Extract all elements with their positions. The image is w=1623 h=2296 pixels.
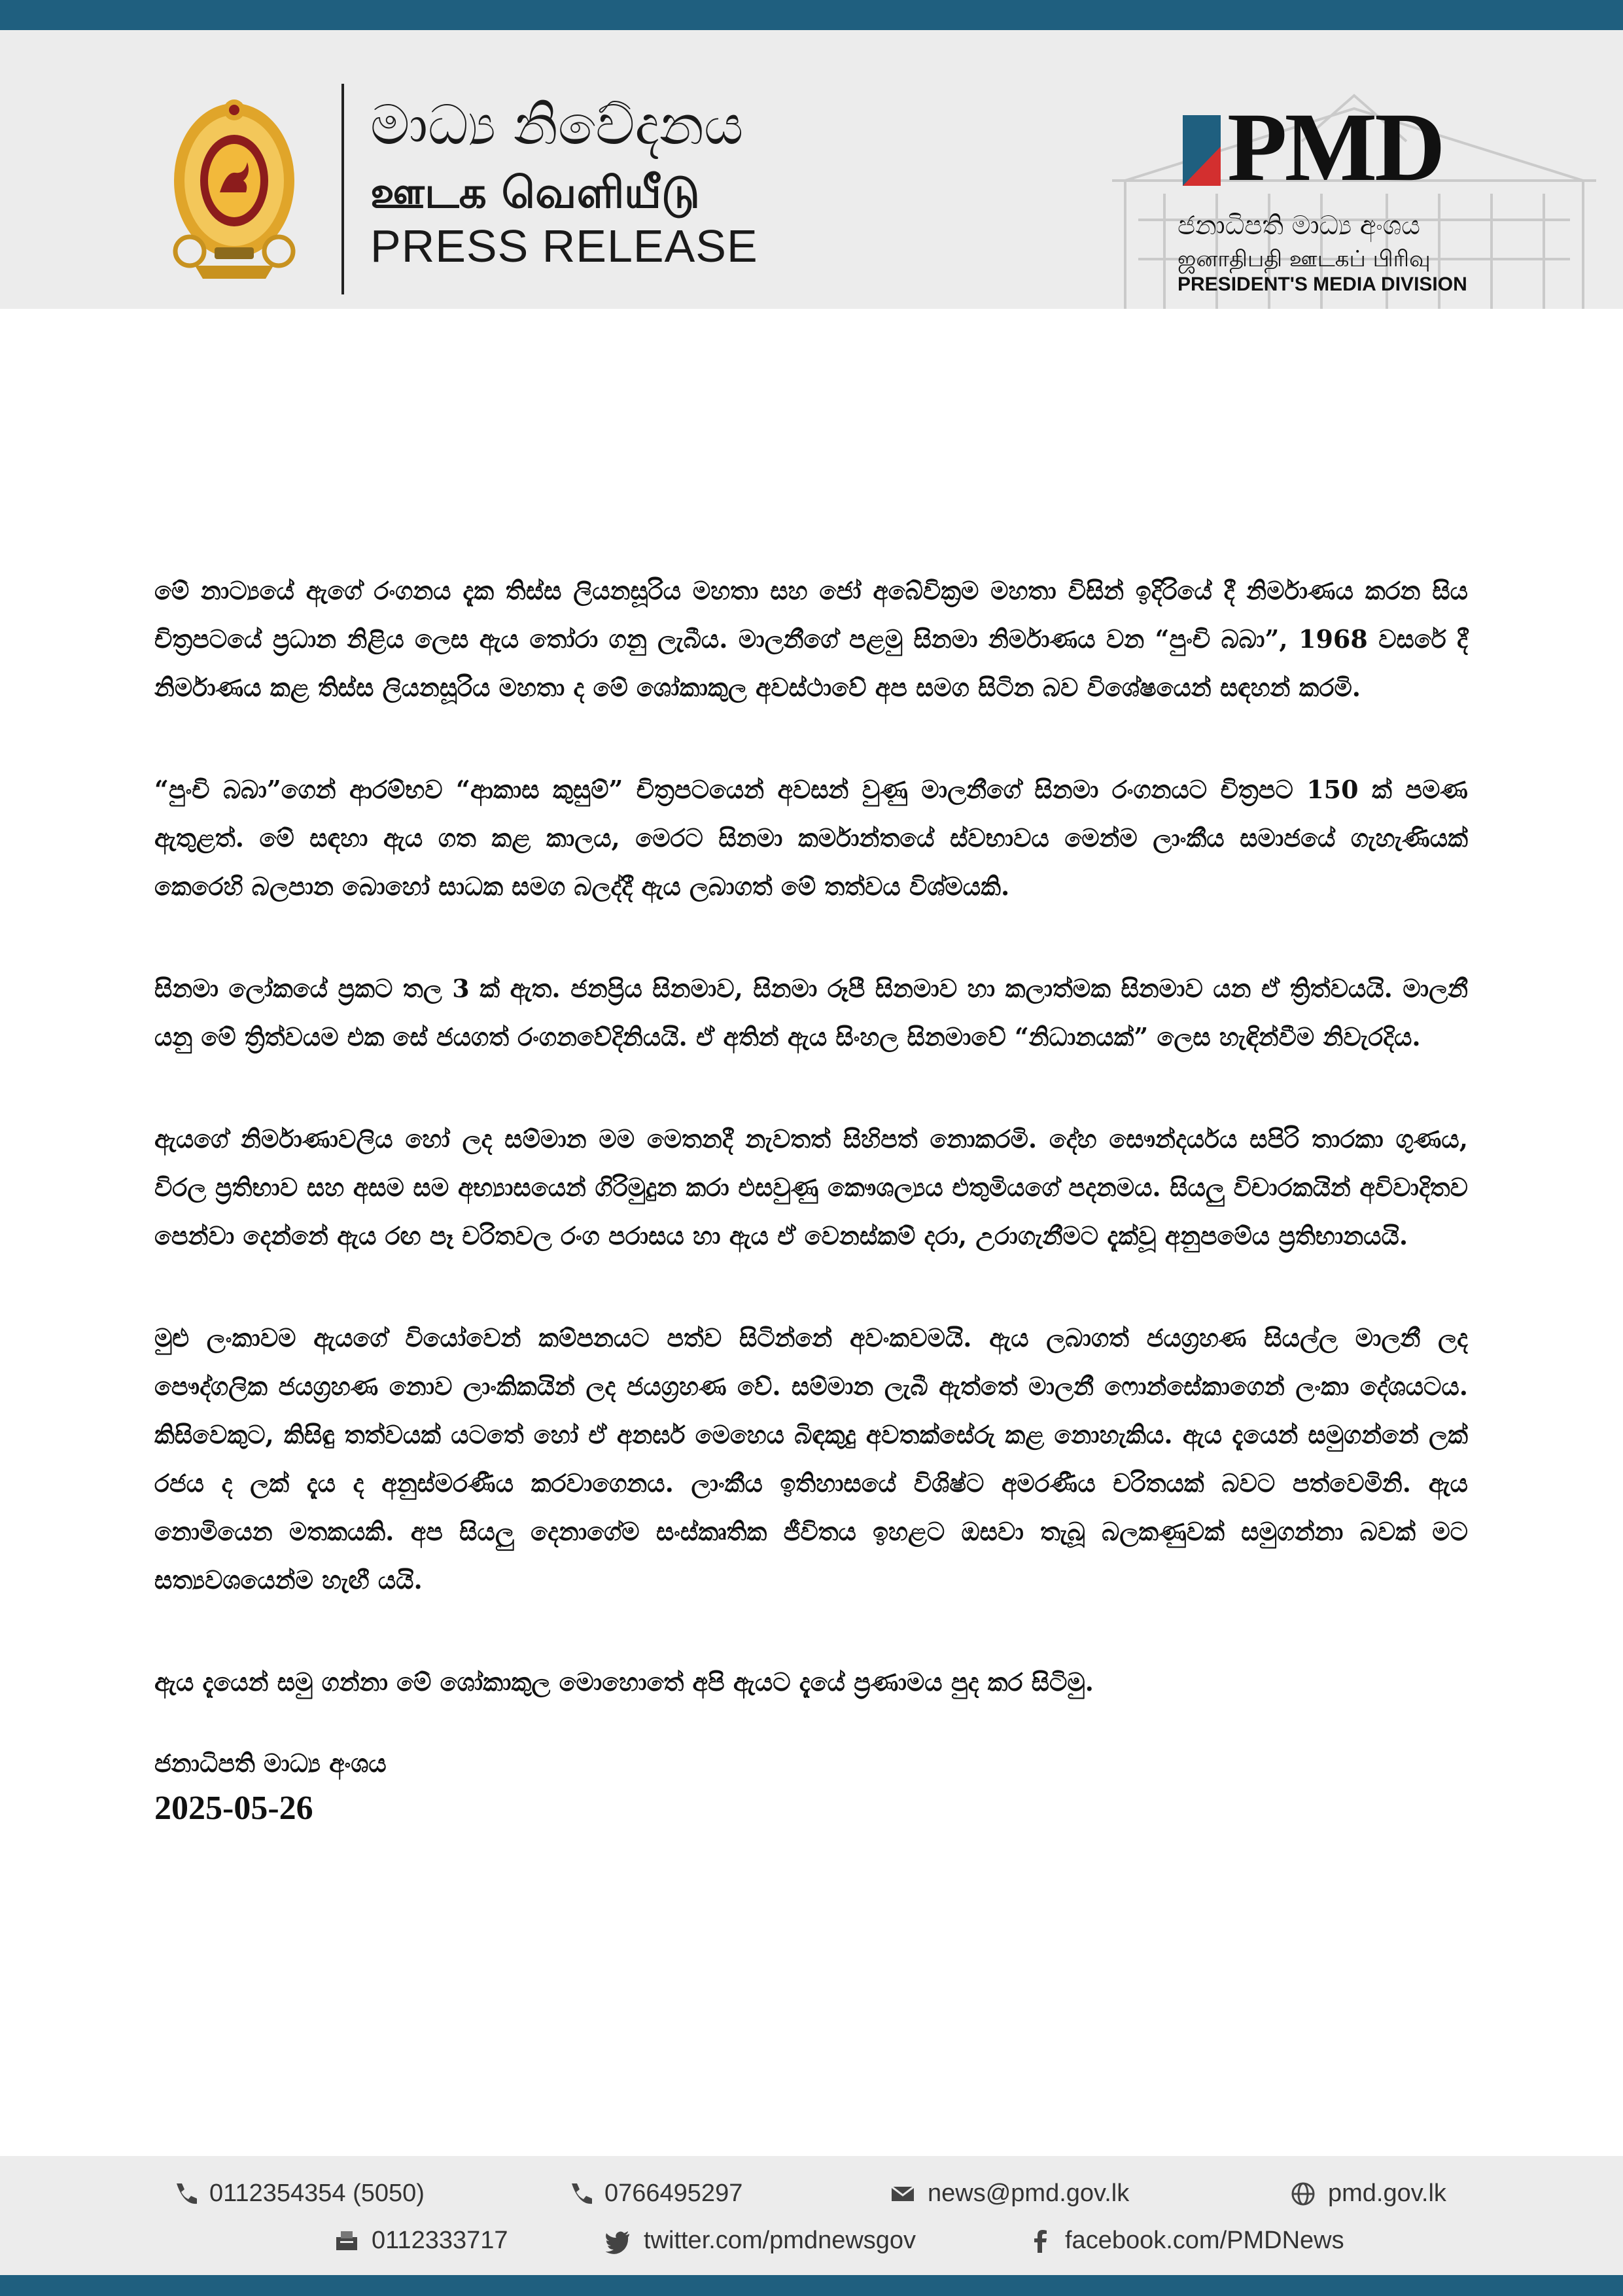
twitter-handle: twitter.com/pmdnewsgov: [644, 2227, 916, 2254]
phone-number: 0112354354 (5050): [209, 2180, 425, 2207]
pmd-wordmark: PMD: [1227, 93, 1443, 202]
pmd-logo-mark-icon: [1183, 115, 1221, 186]
contact-facebook[interactable]: [1027, 2227, 1344, 2255]
paragraph: සිනමා ලෝකයේ ප්‍රකට තල 3 ක් ඇත. ජනප්‍රිය සිනමාව, සිනමා රූපී සිනමාව හා කලාත්මක සිනමාව යන ඒ ත්‍රිත්වයයි. මාලනී යනු මේ ත්‍රිත්වයම එක සේ ජයගත් රංගනවේදිනියයි. ඒ අතින් ඇය සිංහල සිනමාවේ “නිධානයක්” ලෙස හැඳින්වීම නිවැරදිය.: [154, 974, 1468, 1051]
contact-fax[interactable]: [334, 2227, 508, 2255]
division-tamil: ஜனாதிபதி ஊடகப் பிரிவு: [1178, 246, 1431, 272]
header-divider: [341, 84, 344, 294]
division-english: PRESIDENT'S MEDIA DIVISION: [1178, 274, 1467, 295]
contact-phone[interactable]: [171, 2180, 425, 2208]
contact-email[interactable]: [890, 2180, 1129, 2208]
twitter-icon: [606, 2228, 632, 2254]
signoff: ජනාධිපති මාධ්‍ය අංශය: [154, 1748, 387, 1778]
globe-icon: [1290, 2181, 1316, 2207]
fax-number: 0112333717: [372, 2227, 508, 2254]
release-date: 2025-05-26: [154, 1790, 313, 1827]
facebook-icon: [1027, 2228, 1053, 2254]
envelope-icon: [890, 2181, 916, 2207]
paragraph: ඇයගේ නිර්මාණාවලිය හෝ ලද සම්මාන මම මෙතනදී නැවතත් සිහිපත් නොකරමි. දේහ සෞන්දර්යය සපිරි තාරකා ගුණය, විරල ප්‍රතිභාව සහ අසම සම අභ්‍යාසයෙන් ගිරිමුදුන කරා එසවුණු කෞශල්‍යය එතුමියගේ පදනමය. සියලු විචාරකයින් අවිවාදිතව පෙන්වා දෙන්නේ ඇය රඟ පෑ චරිතවල රංග පරාසය හා ඇය ඒ වෙනස්කම් දරා, උරාගැනීමට දැක්වූ අනුපමේය ප්‍රතිභානයයි.: [154, 1124, 1468, 1250]
paragraph: මේ නාට්‍යයේ ඇගේ රංගනය දැක තිස්ස ලියනසූරිය මහතා සහ ජෝ අබේවික්‍රම මහතා විසින් ඉදිරියේ දී නිර්මාණය කරන සිය චිත්‍රපටයේ ප්‍රධාන නිළිය ලෙස ඇය තෝරා ගනු ලැබීය. මාලනීගේ පළමු සිනමා නිර්මාණය වන “පුංචි බබා”, 1968 වසරේ දී නිර්මාණය කළ තිස්ස ලියනසූරිය මහතා ද මේ ශෝකාකුල අවස්ථාවේ අප සමග සිටින බව විශේෂයෙන් සඳහන් කරමි.: [154, 576, 1468, 702]
press-release-tamil: ஊடக வெளியீடு: [370, 168, 700, 218]
facebook-page: facebook.com/PMDNews: [1065, 2227, 1344, 2254]
contact-mobile[interactable]: [567, 2180, 742, 2208]
email-address: news@pmd.gov.lk: [928, 2180, 1130, 2207]
paragraph: මුළු ලංකාවම ඇයගේ වියෝවෙන් කම්පනයට පත්ව සිටින්නේ අවංකවමයි. ඇය ලබාගත් ජයග්‍රහණ සියල්ල මාලනී ලද පෞද්ගලික ජයග්‍රහණ නොව ලාංකිකයින් ලද ජයග්‍රහණ වේ. සම්මාන ලැබී ඇත්තේ මාලනී ෆොන්සේකාගෙන් ලංකා දේශයටය. කිසිවෙකුට, කිසිඳු තත්වයක් යටතේ හෝ ඒ අනර්ඝ මෙහෙය බිඳකුදු අවතක්සේරු කළ නොහැකිය. ඇය දැයෙන් සමුගන්නේ ලක් රජය ද ලක් දැය ද අනුස්මරණීය කරවාගෙනය. ලාංකීය ඉතිහාසයේ විශිෂ්ට අමරණීය චරිතයක් බවට පත්වෙමිනි. ඇය නොමියෙන මතකයකි. අප සියලු දෙනාගේම සංස්කෘතික ජීවිතය ඉහළට ඔසවා තැබූ බලකණුවක් සමුගන්නා බවක් මට සත්‍යවශයෙන්ම හැඟී යයි.: [154, 1323, 1468, 1595]
fax-icon: [334, 2228, 360, 2254]
contact-footer: [0, 2156, 1623, 2275]
phone-icon: [171, 2181, 198, 2207]
mobile-icon: [567, 2181, 593, 2207]
contact-twitter[interactable]: [606, 2227, 916, 2255]
press-release-sinhala: මාධ්‍ය නිවේදනය: [370, 93, 744, 157]
division-sinhala: ජනාධිපති මාධ්‍ය අංශය: [1178, 211, 1420, 241]
national-emblem-icon: [169, 82, 300, 285]
contact-website[interactable]: [1290, 2180, 1446, 2208]
letterhead: [0, 30, 1623, 309]
website-url: pmd.gov.lk: [1328, 2180, 1446, 2207]
paragraph: ඇය දැයෙන් සමු ගන්නා මේ ශෝකාකුල මොහොතේ අපි ඇයට දැයේ ප්‍රණාමය පුද කර සිටිමු.: [154, 1667, 1094, 1697]
press-release-english: PRESS RELEASE: [370, 221, 758, 272]
mobile-number: 0766495297: [604, 2180, 743, 2207]
paragraph: “පුංචි බබා”ගෙන් ආරම්භව “ආකාස කුසුම්” චිත්‍රපටයෙන් අවසන් වුණු මාලනීගේ සිනමා රංගනයට චිත්‍රපට 150 ක් පමණ ඇතුළත්. මේ සඳහා ඇය ගත කළ කාලය, මෙරට සිනමා කර්මාන්තයේ ස්වභාවය මෙන්ම ලාංකීය සමාජයේ ගැහැණියක් කෙරෙහි බලපාන බොහෝ සාධක සමග බලද්දී ඇය ලබාගත් මේ තත්වය විශ්මයකි.: [154, 775, 1468, 901]
bottom-bar: [0, 2275, 1623, 2296]
top-bar: [0, 0, 1623, 30]
press-release-body: [154, 567, 1468, 1832]
